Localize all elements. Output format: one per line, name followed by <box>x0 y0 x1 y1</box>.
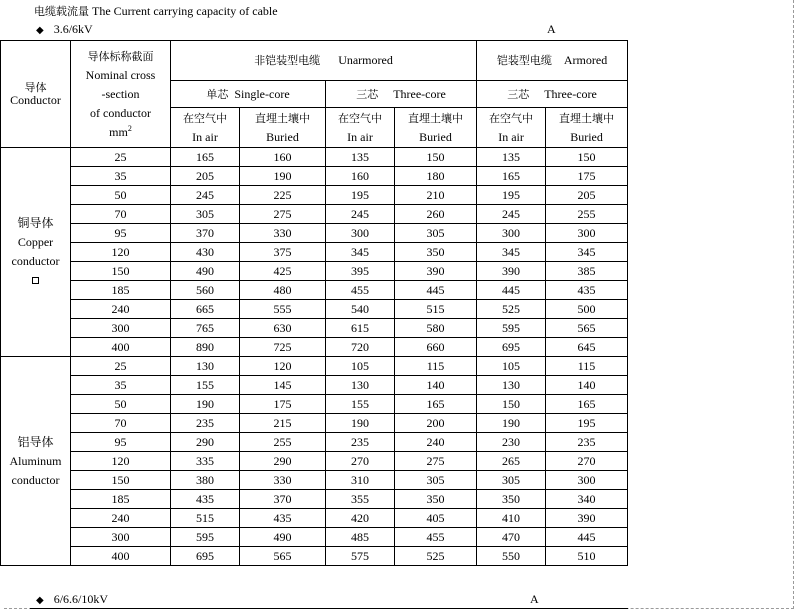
current-value-cell: 230 <box>477 433 546 452</box>
cross-section-cell: 70 <box>71 205 171 224</box>
cross-section-cell: 400 <box>71 338 171 357</box>
current-value-cell: 580 <box>395 319 477 338</box>
current-value-cell: 205 <box>171 167 240 186</box>
cross-section-cell: 400 <box>71 547 171 566</box>
current-value-cell: 130 <box>171 357 240 376</box>
table-row <box>1 490 628 509</box>
table-row <box>1 148 628 167</box>
current-value-cell: 565 <box>546 319 628 338</box>
current-value-cell: 210 <box>395 186 477 205</box>
table-row <box>1 376 628 395</box>
current-value-cell: 270 <box>326 452 395 471</box>
current-value-cell: 485 <box>326 528 395 547</box>
cross-section-cell: 240 <box>71 300 171 319</box>
cross-section-cell: 120 <box>71 452 171 471</box>
current-value-cell: 890 <box>171 338 240 357</box>
current-value-cell: 245 <box>171 186 240 205</box>
table-row <box>1 205 628 224</box>
current-value-cell: 395 <box>326 262 395 281</box>
current-value-cell: 410 <box>477 509 546 528</box>
table-row <box>1 300 628 319</box>
current-value-cell: 165 <box>546 395 628 414</box>
current-value-cell: 335 <box>171 452 240 471</box>
current-value-cell: 115 <box>546 357 628 376</box>
table-row <box>1 528 628 547</box>
current-value-cell: 215 <box>240 414 326 433</box>
current-value-cell: 565 <box>240 547 326 566</box>
current-value-cell: 165 <box>395 395 477 414</box>
current-value-cell: 470 <box>477 528 546 547</box>
voltage-label: 6/6.6/10kV <box>53 592 109 606</box>
current-value-cell: 190 <box>326 414 395 433</box>
table-row <box>1 471 628 490</box>
table-row <box>1 281 628 300</box>
current-value-cell: 255 <box>240 433 326 452</box>
caption-en: The Current carrying capacity of cable <box>92 4 278 18</box>
buried-header: 直埋土壤中 Buried <box>395 108 477 148</box>
current-value-cell: 350 <box>477 490 546 509</box>
current-value-cell: 660 <box>395 338 477 357</box>
current-value-cell: 115 <box>395 357 477 376</box>
current-value-cell: 195 <box>546 414 628 433</box>
current-value-cell: 135 <box>477 148 546 167</box>
cross-section-cell: 35 <box>71 167 171 186</box>
current-value-cell: 525 <box>477 300 546 319</box>
current-value-cell: 375 <box>240 243 326 262</box>
current-value-cell: 695 <box>171 547 240 566</box>
table-row <box>1 319 628 338</box>
current-value-cell: 345 <box>546 243 628 262</box>
current-value-cell: 235 <box>171 414 240 433</box>
cross-section-cell: 300 <box>71 528 171 547</box>
current-value-cell: 435 <box>240 509 326 528</box>
current-value-cell: 120 <box>240 357 326 376</box>
conductor-group-cell: 铝导体 Aluminum conductor <box>1 357 71 566</box>
current-value-cell: 380 <box>171 471 240 490</box>
current-value-cell: 260 <box>395 205 477 224</box>
current-value-cell: 665 <box>171 300 240 319</box>
current-value-cell: 130 <box>326 376 395 395</box>
current-value-cell: 445 <box>546 528 628 547</box>
in-air-header: 在空气中 In air <box>477 108 546 148</box>
table-row <box>1 357 628 376</box>
current-value-cell: 270 <box>546 452 628 471</box>
current-value-cell: 140 <box>546 376 628 395</box>
current-value-cell: 455 <box>326 281 395 300</box>
unarmored-header: 非铠装型电缆 Unarmored <box>171 41 477 81</box>
cross-section-header: 导体标称截面 Nominal cross -section of conductor $mm^2$ <box>71 41 171 148</box>
table-row <box>1 224 628 243</box>
cross-section-cell: 95 <box>71 224 171 243</box>
current-value-cell: 150 <box>477 395 546 414</box>
cross-section-cell: 300 <box>71 319 171 338</box>
current-value-cell: 155 <box>171 376 240 395</box>
current-value-cell: 550 <box>477 547 546 566</box>
table-row <box>1 414 628 433</box>
conductor-group-cell: 铜导体 Copper conductor <box>1 148 71 357</box>
cross-section-cell: 120 <box>71 243 171 262</box>
current-value-cell: 150 <box>546 148 628 167</box>
cross-section-cell: 185 <box>71 490 171 509</box>
in-air-header: 在空气中 In air <box>326 108 395 148</box>
current-value-cell: 595 <box>477 319 546 338</box>
diamond-bullet-icon: ◆ <box>36 595 44 606</box>
unit-label: A <box>547 22 556 36</box>
current-value-cell: 725 <box>240 338 326 357</box>
current-value-cell: 150 <box>395 148 477 167</box>
current-value-cell: 385 <box>546 262 628 281</box>
table-row <box>1 509 628 528</box>
current-value-cell: 515 <box>171 509 240 528</box>
voltage-row-2 <box>36 591 108 607</box>
current-value-cell: 615 <box>326 319 395 338</box>
current-value-cell: 225 <box>240 186 326 205</box>
current-value-cell: 405 <box>395 509 477 528</box>
current-value-cell: 510 <box>546 547 628 566</box>
current-value-cell: 145 <box>240 376 326 395</box>
small-square-icon <box>32 277 39 284</box>
current-value-cell: 255 <box>546 205 628 224</box>
current-value-cell: 500 <box>546 300 628 319</box>
caption-cn: 电缆载流量 <box>34 5 89 18</box>
current-value-cell: 240 <box>395 433 477 452</box>
conductor-header: 导体 Conductor <box>1 41 71 148</box>
current-value-cell: 305 <box>395 224 477 243</box>
current-value-cell: 345 <box>477 243 546 262</box>
current-value-cell: 455 <box>395 528 477 547</box>
current-value-cell: 235 <box>326 433 395 452</box>
current-value-cell: 765 <box>171 319 240 338</box>
current-value-cell: 540 <box>326 300 395 319</box>
current-value-cell: 165 <box>171 148 240 167</box>
table-row <box>1 452 628 471</box>
current-value-cell: 305 <box>477 471 546 490</box>
single-core-header: 单芯 Single-core <box>171 81 326 108</box>
cross-section-cell: 240 <box>71 509 171 528</box>
current-value-cell: 420 <box>326 509 395 528</box>
table-row <box>1 395 628 414</box>
in-air-header: 在空气中 In air <box>171 108 240 148</box>
current-value-cell: 290 <box>240 452 326 471</box>
current-value-cell: 430 <box>171 243 240 262</box>
table-row <box>1 186 628 205</box>
cross-section-cell: 185 <box>71 281 171 300</box>
current-value-cell: 515 <box>395 300 477 319</box>
current-value-cell: 355 <box>326 490 395 509</box>
current-value-cell: 575 <box>326 547 395 566</box>
current-value-cell: 105 <box>326 357 395 376</box>
current-value-cell: 305 <box>171 205 240 224</box>
table-row <box>1 262 628 281</box>
current-value-cell: 390 <box>395 262 477 281</box>
armored-three-core-header: 三芯 Three-core <box>477 81 628 108</box>
current-value-cell: 595 <box>171 528 240 547</box>
current-value-cell: 445 <box>477 281 546 300</box>
current-value-cell: 175 <box>240 395 326 414</box>
current-value-cell: 130 <box>477 376 546 395</box>
voltage-row-1 <box>36 21 93 37</box>
cross-section-cell: 95 <box>71 433 171 452</box>
current-value-cell: 175 <box>546 167 628 186</box>
current-value-cell: 135 <box>326 148 395 167</box>
diamond-bullet-icon: ◆ <box>36 25 44 36</box>
current-value-cell: 720 <box>326 338 395 357</box>
current-value-cell: 245 <box>326 205 395 224</box>
current-value-cell: 235 <box>546 433 628 452</box>
current-value-cell: 195 <box>326 186 395 205</box>
current-value-cell: 480 <box>240 281 326 300</box>
current-value-cell: 265 <box>477 452 546 471</box>
unit-label: A <box>530 592 539 606</box>
cross-section-cell: 70 <box>71 414 171 433</box>
current-value-cell: 190 <box>240 167 326 186</box>
cross-section-cell: 50 <box>71 395 171 414</box>
current-value-cell: 445 <box>395 281 477 300</box>
current-value-cell: 350 <box>395 243 477 262</box>
current-value-cell: 300 <box>546 224 628 243</box>
current-value-cell: 290 <box>171 433 240 452</box>
current-value-cell: 275 <box>240 205 326 224</box>
current-value-cell: 195 <box>477 186 546 205</box>
armored-header: 铠装型电缆 Armored <box>477 41 628 81</box>
current-value-cell: 310 <box>326 471 395 490</box>
current-value-cell: 340 <box>546 490 628 509</box>
current-value-cell: 345 <box>326 243 395 262</box>
current-rating-table <box>0 40 628 566</box>
current-value-cell: 140 <box>395 376 477 395</box>
buried-header: 直埋土壤中 Buried <box>240 108 326 148</box>
cross-section-cell: 25 <box>71 357 171 376</box>
table-row <box>1 547 628 566</box>
cross-section-cell: 35 <box>71 376 171 395</box>
current-value-cell: 350 <box>395 490 477 509</box>
current-value-cell: 165 <box>477 167 546 186</box>
current-value-cell: 160 <box>240 148 326 167</box>
current-value-cell: 435 <box>546 281 628 300</box>
cross-section-cell: 150 <box>71 262 171 281</box>
current-value-cell: 425 <box>240 262 326 281</box>
current-value-cell: 300 <box>477 224 546 243</box>
three-core-header: 三芯 Three-core <box>326 81 477 108</box>
current-value-cell: 155 <box>326 395 395 414</box>
current-value-cell: 305 <box>395 471 477 490</box>
current-value-cell: 645 <box>546 338 628 357</box>
current-value-cell: 200 <box>395 414 477 433</box>
current-value-cell: 695 <box>477 338 546 357</box>
current-value-cell: 390 <box>546 509 628 528</box>
current-value-cell: 105 <box>477 357 546 376</box>
current-value-cell: 630 <box>240 319 326 338</box>
buried-header: 直埋土壤中 Buried <box>546 108 628 148</box>
current-value-cell: 180 <box>395 167 477 186</box>
current-value-cell: 300 <box>326 224 395 243</box>
table-row <box>1 433 628 452</box>
table-row <box>1 338 628 357</box>
cross-section-cell: 150 <box>71 471 171 490</box>
current-value-cell: 160 <box>326 167 395 186</box>
current-value-cell: 390 <box>477 262 546 281</box>
current-value-cell: 300 <box>546 471 628 490</box>
cross-section-cell: 50 <box>71 186 171 205</box>
current-value-cell: 245 <box>477 205 546 224</box>
current-value-cell: 560 <box>171 281 240 300</box>
current-value-cell: 555 <box>240 300 326 319</box>
current-value-cell: 190 <box>171 395 240 414</box>
current-value-cell: 330 <box>240 224 326 243</box>
current-value-cell: 490 <box>171 262 240 281</box>
current-value-cell: 190 <box>477 414 546 433</box>
table-row <box>1 167 628 186</box>
cross-section-cell: 25 <box>71 148 171 167</box>
voltage-label: 3.6/6kV <box>53 22 93 36</box>
current-value-cell: 490 <box>240 528 326 547</box>
table-caption <box>34 3 278 19</box>
next-table-top-rule <box>30 608 628 609</box>
current-value-cell: 525 <box>395 547 477 566</box>
current-value-cell: 205 <box>546 186 628 205</box>
current-value-cell: 275 <box>395 452 477 471</box>
table-row <box>1 243 628 262</box>
current-value-cell: 370 <box>171 224 240 243</box>
current-value-cell: 435 <box>171 490 240 509</box>
current-value-cell: 370 <box>240 490 326 509</box>
current-value-cell: 330 <box>240 471 326 490</box>
